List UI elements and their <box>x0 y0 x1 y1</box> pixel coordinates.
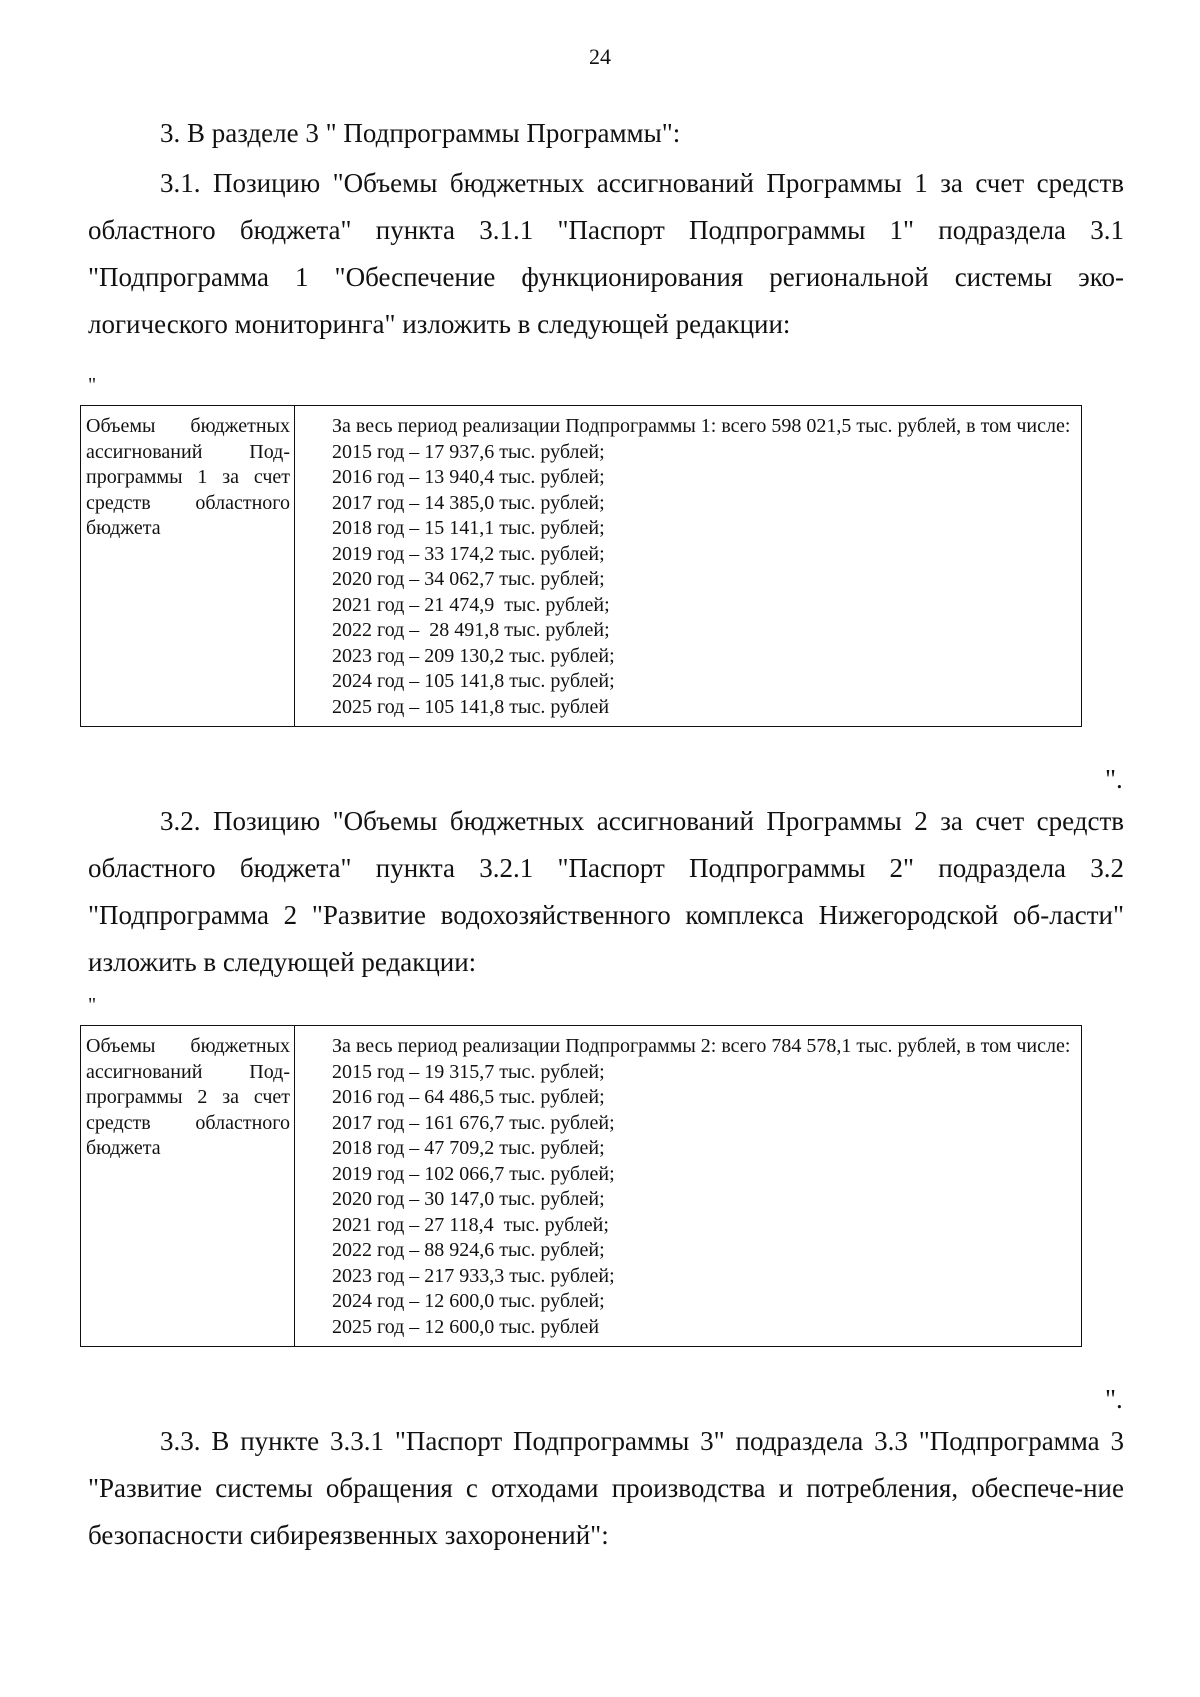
table-1-label: Объемы бюджетных ассигнований Под-программы 1 за счет средств областного бюджета <box>81 406 295 727</box>
open-quote-2: " <box>88 994 97 1016</box>
open-quote-1: " <box>88 374 97 396</box>
table-row <box>81 406 1082 727</box>
section-3-heading-block <box>88 110 1124 157</box>
table-1-lead: За весь период реализации Подпрограммы 1: всего 598 021,5 тыс. рублей, в том числе: <box>332 415 1071 437</box>
table-row <box>81 1026 1082 1347</box>
year-row: 2022 год – 28 491,8 тыс. рублей; <box>332 619 610 641</box>
table-2-label: Объемы бюджетных ассигнований Под-программы 2 за счет средств областного бюджета <box>81 1026 295 1347</box>
year-row: 2025 год – 12 600,0 тыс. рублей <box>332 1315 600 1338</box>
year-row: 2017 год – 161 676,7 тыс. рублей; <box>332 1111 615 1134</box>
year-row: 2021 год – 21 474,9 тыс. рублей; <box>332 593 610 616</box>
section-3-heading: 3. В разделе 3 " Подпрограммы Программы": <box>160 118 681 148</box>
table-1-value <box>295 406 1082 727</box>
year-row: 2020 год – 30 147,0 тыс. рублей; <box>332 1188 605 1210</box>
year-row: 2016 год – 64 486,5 тыс. рублей; <box>332 1086 605 1108</box>
year-row: 2025 год – 105 141,8 тыс. рублей <box>332 695 610 718</box>
item-3-2-block <box>88 798 1124 986</box>
passport-table-2 <box>80 1025 1082 1347</box>
item-3-1-block <box>88 160 1124 348</box>
item-3-2-paragraph: 3.2. Позицию "Объемы бюджетных ассигнований Программы 2 за счет средств областного бюджета" пункта 3.2.1 "Паспорт Подпрограммы 2" подраздела 3.2 "Подпрограмма 2 "Развитие водохозяйственного комплекса Нижегородской об-ласти" изложить в следующей редакции: <box>88 806 1124 977</box>
close-quote-1: ". <box>1105 764 1123 794</box>
year-row: 2024 год – 12 600,0 тыс. рублей; <box>332 1290 605 1312</box>
year-row: 2016 год – 13 940,4 тыс. рублей; <box>332 466 605 488</box>
page-number: 24 <box>589 44 611 69</box>
year-row: 2018 год – 15 141,1 тыс. рублей; <box>332 517 605 539</box>
year-row: 2020 год – 34 062,7 тыс. рублей; <box>332 568 605 590</box>
year-row: 2018 год – 47 709,2 тыс. рублей; <box>332 1137 605 1159</box>
year-row: 2019 год – 33 174,2 тыс. рублей; <box>332 542 605 565</box>
item-3-3-block <box>88 1418 1124 1559</box>
year-row: 2015 год – 17 937,6 тыс. рублей; <box>332 440 605 463</box>
item-3-3-paragraph: 3.3. В пункте 3.3.1 "Паспорт Подпрограммы 3" подраздела 3.3 "Подпрограмма 3 "Развитие системы обращения с отходами производства и потребления, обеспече-ние безопасности сибиреязвенных захоронений": <box>88 1426 1124 1550</box>
item-3-1-paragraph: 3.1. Позицию "Объемы бюджетных ассигнований Программы 1 за счет средств областного бюджета" пункта 3.1.1 "Паспорт Подпрограммы 1" подраздела 3.1 "Подпрограмма 1 "Обеспечение функционирования региональной системы эко-логического мониторинга" изложить в следующей редакции: <box>88 168 1124 339</box>
table-2-value <box>295 1026 1082 1347</box>
year-row: 2023 год – 209 130,2 тыс. рублей; <box>332 644 615 667</box>
year-row: 2021 год – 27 118,4 тыс. рублей; <box>332 1213 609 1236</box>
year-row: 2024 год – 105 141,8 тыс. рублей; <box>332 670 615 692</box>
year-row: 2019 год – 102 066,7 тыс. рублей; <box>332 1162 615 1185</box>
year-row: 2015 год – 19 315,7 тыс. рублей; <box>332 1060 605 1083</box>
close-quote-2: ". <box>1105 1384 1123 1414</box>
year-row: 2023 год – 217 933,3 тыс. рублей; <box>332 1264 615 1287</box>
table-1-years <box>300 440 1077 721</box>
table-2-lead: За весь период реализации Подпрограммы 2: всего 784 578,1 тыс. рублей, в том числе: <box>332 1035 1071 1057</box>
passport-table-1 <box>80 405 1082 727</box>
table-2-years <box>300 1060 1077 1341</box>
year-row: 2022 год – 88 924,6 тыс. рублей; <box>332 1239 605 1261</box>
year-row: 2017 год – 14 385,0 тыс. рублей; <box>332 491 605 514</box>
